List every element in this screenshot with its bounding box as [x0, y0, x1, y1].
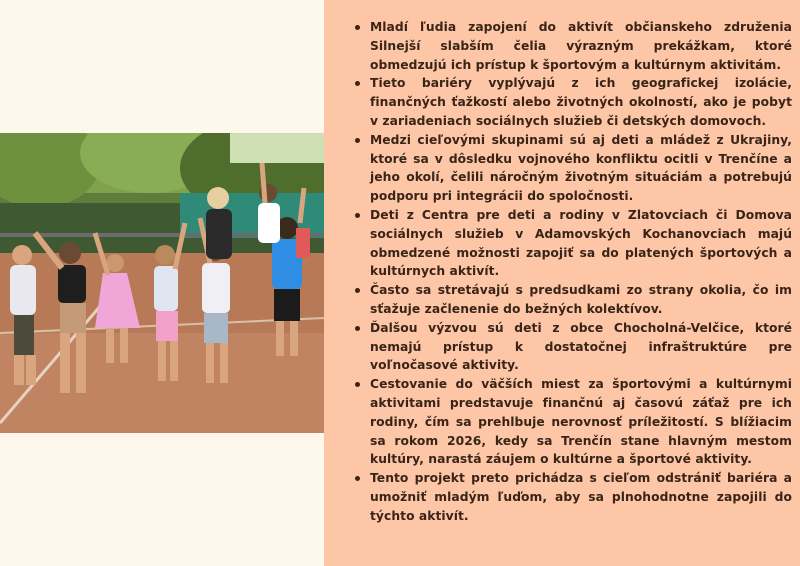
bullet-icon: [355, 213, 360, 218]
list-item: [370, 469, 792, 525]
list-item-text: Cestovanie do väčších miest za športovými a kultúrnymi aktivitami predstavuje finančnú aj časovú záťaž pre ich rodiny, čím sa prehlbuje nerovnosť príležitostí. S blížiacim sa rokom 2026, kedy sa Trenčín stane hlavným mestom kultúry, narastá záujem o kultúrne a športové aktivity.: [370, 377, 792, 467]
left-panel: [0, 0, 324, 566]
bullet-icon: [355, 382, 360, 387]
bullet-icon: [355, 288, 360, 293]
list-item-text: Ďalšou výzvou sú deti z obce Chocholná-Velčice, ktoré nemajú prístup k dostatočnej infraštruktúre pre voľnočasové aktivity.: [370, 320, 792, 373]
bullet-icon: [355, 138, 360, 143]
list-item: [370, 74, 792, 130]
bullet-icon: [355, 476, 360, 481]
children-playing-photo: [0, 133, 324, 433]
bullet-icon: [355, 25, 360, 30]
list-item: [370, 131, 792, 206]
list-item-text: Často sa stretávajú s predsudkami zo strany okolia, čo im sťažuje začlenenie do bežných kolektívov.: [370, 283, 792, 316]
text-panel: [324, 0, 800, 566]
list-item: [370, 375, 792, 469]
list-item-text: Tento projekt preto prichádza s cieľom odstrániť bariéra a umožniť mladým ľuďom, aby sa plnohodnotne zapojili do týchto aktivít.: [370, 471, 792, 523]
list-item: [370, 281, 792, 319]
bullet-icon: [355, 326, 360, 331]
list-item-text: Mladí ľudia zapojení do aktivít občianskeho združenia Silnejší slabším čelia výrazným prekážkam, ktoré obmedzujú ich prístup k športovým a kultúrnym aktivitám.: [370, 20, 792, 72]
list-item-text: Deti z Centra pre deti a rodiny v Zlatovciach či Domova sociálnych služieb v Adamovských Kochanovciach majú obmedzené možnosti zapojiť sa do platených športových a kultúrnych aktivít.: [370, 207, 792, 279]
list-item-text: Tieto bariéry vyplývajú z ich geografickej izolácie, finančných ťažkostí alebo životných okolností, ako je pobyt v zariadeniach sociálnych služieb či detských domovoch.: [370, 76, 792, 128]
list-item: [370, 18, 792, 74]
list-item-text: Medzi cieľovými skupinami sú aj deti a mládež z Ukrajiny, ktoré sa v dôsledku vojnového konfliktu ocitli v Trenčíne a jeho okolí, čelili náročným životným situáciám a potrebujú podporu pri integrácii do spoločnosti.: [370, 132, 792, 204]
photo-illustration: [0, 133, 324, 433]
list-item: [370, 319, 792, 375]
list-item: [370, 206, 792, 281]
bullet-list: [354, 18, 792, 526]
bullet-icon: [355, 81, 360, 86]
